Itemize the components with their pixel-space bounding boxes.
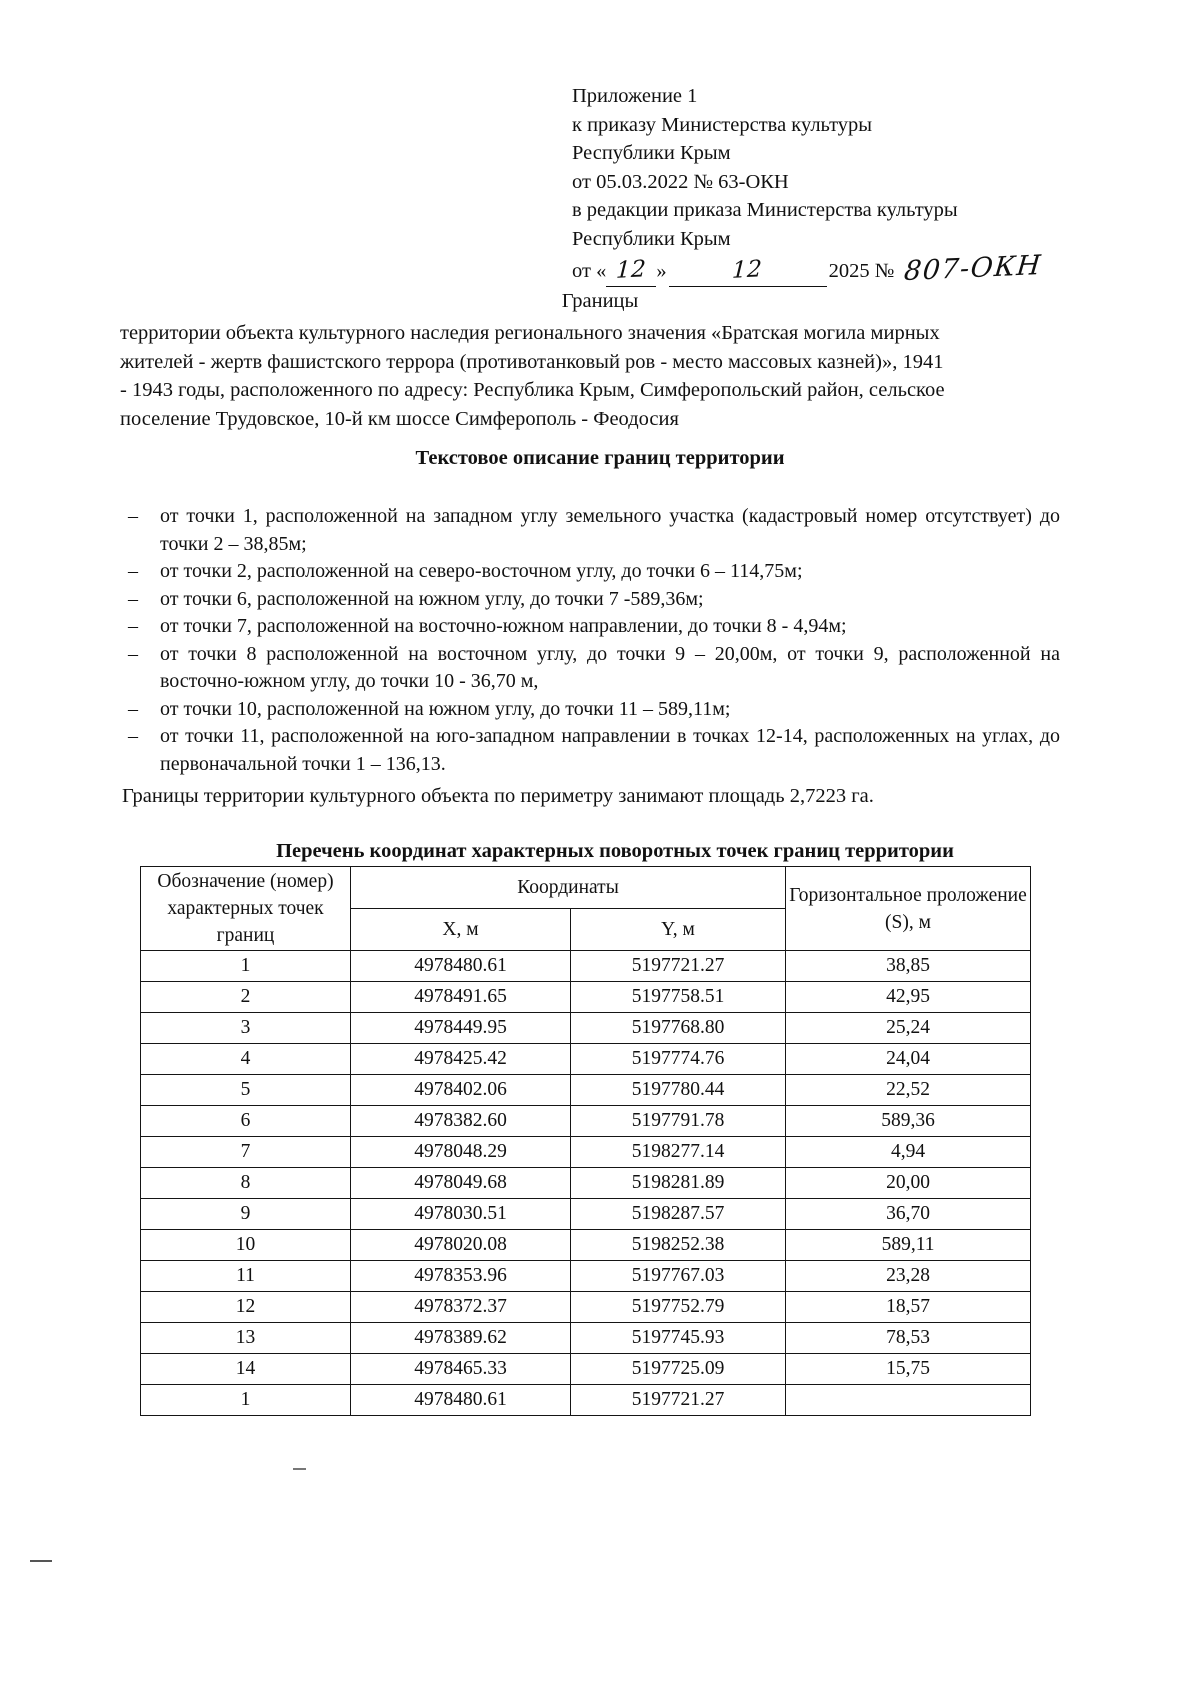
dash-icon: –: [128, 560, 138, 582]
table-row: [141, 1075, 1031, 1106]
list-item-text: от точки 8 расположенной на восточном углу, до точки 9 – 20,00м, от точки 9, расположенной на восточно-южном углу, до точки 10 - 36,70 м,: [160, 642, 1060, 692]
cell-point-number: 12: [141, 1292, 351, 1323]
cell-coordinate-x: 4978389.62: [351, 1323, 571, 1354]
cell-coordinate-y: 5197721.27: [571, 1385, 786, 1416]
appendix-line-1: Приложение 1: [572, 85, 698, 107]
boundary-description-list: [122, 503, 1060, 778]
dash-icon: –: [128, 697, 138, 720]
header-y: Y, м: [571, 909, 786, 951]
cell-horizontal-distance: 25,24: [786, 1013, 1031, 1044]
appendix-line-2: к приказу Министерства культуры: [572, 113, 873, 136]
date-year: 2025: [828, 260, 870, 282]
list-item: [122, 586, 1060, 614]
coordinates-table: [140, 866, 1031, 1416]
list-item-text: от точки 11, расположенной на юго-западном направлении в точках 12-14, расположенных на углах, до первоначальной точки 1 – 136,13.: [160, 725, 1060, 775]
cell-coordinate-y: 5197758.51: [571, 982, 786, 1013]
cell-coordinate-y: 5198287.57: [571, 1199, 786, 1230]
order-date-line: [572, 249, 1092, 288]
list-item-text: от точки 6, расположенной на южном углу, до точки 7 -589,36м;: [160, 587, 704, 610]
document-title-word: Границы: [561, 290, 639, 312]
dash-icon: –: [128, 642, 138, 665]
cell-horizontal-distance: 18,57: [786, 1292, 1031, 1323]
section-heading-text-description: Текстовое описание границ территории: [415, 447, 785, 469]
header-designation: [141, 867, 351, 951]
header-coordinates: Координаты: [351, 867, 786, 909]
table-body: [141, 951, 1031, 1416]
table-row: [141, 1385, 1031, 1416]
list-item: [122, 641, 1060, 696]
appendix-line-5: в редакции приказа Министерства культуры: [572, 199, 958, 221]
list-item: [122, 503, 1060, 558]
cell-coordinate-y: 5197767.03: [571, 1261, 786, 1292]
list-item: [122, 723, 1060, 778]
cell-coordinate-x: 4978480.61: [351, 1385, 571, 1416]
cell-coordinate-x: 4978048.29: [351, 1137, 571, 1168]
table-row: [141, 1137, 1031, 1168]
cell-point-number: 14: [141, 1354, 351, 1385]
header-horizontal-distance-label: Горизонтальное проложение (S), м: [789, 884, 1027, 933]
table-row: [141, 1168, 1031, 1199]
date-month-blank: [669, 256, 827, 287]
title-body-line-4: поселение Трудовское, 10-й км шоссе Симферополь - Феодосия: [120, 407, 679, 430]
cell-coordinate-y: 5197774.76: [571, 1044, 786, 1075]
date-day-blank: [606, 256, 656, 287]
cell-point-number: 7: [141, 1137, 351, 1168]
cell-coordinate-x: 4978480.61: [351, 951, 571, 982]
coordinates-table-caption: Перечень координат характерных поворотных точек границ территории: [276, 840, 954, 862]
cell-coordinate-x: 4978425.42: [351, 1044, 571, 1075]
cell-horizontal-distance: 4,94: [786, 1137, 1031, 1168]
cell-coordinate-x: 4978020.08: [351, 1230, 571, 1261]
table-row: [141, 1199, 1031, 1230]
cell-coordinate-x: 4978491.65: [351, 982, 571, 1013]
cell-horizontal-distance: 78,53: [786, 1323, 1031, 1354]
table-row: [141, 1013, 1031, 1044]
cell-coordinate-y: 5198252.38: [571, 1230, 786, 1261]
cell-point-number: 5: [141, 1075, 351, 1106]
cell-horizontal-distance: 15,75: [786, 1354, 1031, 1385]
header-x: X, м: [351, 909, 571, 951]
cell-coordinate-y: 5197745.93: [571, 1323, 786, 1354]
cell-point-number: 8: [141, 1168, 351, 1199]
cell-horizontal-distance: 589,36: [786, 1106, 1031, 1137]
header-horizontal-distance: [786, 867, 1031, 951]
title-body-line-1: территории объекта культурного наследия регионального значения «Братская могила мирных: [120, 322, 940, 344]
cell-horizontal-distance: 22,52: [786, 1075, 1031, 1106]
appendix-reference-block: [572, 82, 1092, 287]
cell-coordinate-y: 5197780.44: [571, 1075, 786, 1106]
cell-coordinate-y: 5197721.27: [571, 951, 786, 982]
cell-point-number: 6: [141, 1106, 351, 1137]
cell-coordinate-x: 4978030.51: [351, 1199, 571, 1230]
list-item: [122, 558, 1060, 586]
document-title-body: [120, 319, 1060, 433]
table-row: [141, 1230, 1031, 1261]
cell-point-number: 11: [141, 1261, 351, 1292]
table-header: [141, 867, 1031, 951]
date-after-day: »: [656, 260, 667, 282]
table-row: [141, 1354, 1031, 1385]
cell-horizontal-distance: 20,00: [786, 1168, 1031, 1199]
number-sign: №: [874, 260, 895, 282]
cell-point-number: 10: [141, 1230, 351, 1261]
dash-icon: –: [128, 615, 138, 637]
total-area-paragraph: Границы территории культурного объекта по периметру занимают площадь 2,7223 га.: [122, 785, 874, 807]
appendix-line-6: Республики Крым: [572, 227, 731, 250]
cell-coordinate-y: 5197768.80: [571, 1013, 786, 1044]
order-number-handwritten: 807-ОКН: [902, 249, 1044, 288]
cell-coordinate-x: 4978382.60: [351, 1106, 571, 1137]
date-month-handwritten: 12: [731, 256, 764, 284]
date-day-handwritten: 12: [615, 256, 648, 284]
cell-horizontal-distance: 42,95: [786, 982, 1031, 1013]
cell-point-number: 13: [141, 1323, 351, 1354]
cell-coordinate-y: 5198281.89: [571, 1168, 786, 1199]
dash-icon: –: [128, 587, 138, 610]
date-prefix: от «: [572, 260, 607, 282]
appendix-line-3: Республики Крым: [572, 142, 731, 164]
list-item: [122, 613, 1060, 641]
cell-horizontal-distance: 589,11: [786, 1230, 1031, 1261]
cell-horizontal-distance: 23,28: [786, 1261, 1031, 1292]
table-row: [141, 1292, 1031, 1323]
cell-coordinate-x: 4978402.06: [351, 1075, 571, 1106]
table-row: [141, 982, 1031, 1013]
list-item-text: от точки 1, расположенной на западном углу земельного участка (кадастровый номер отсутствует) до точки 2 – 38,85м;: [160, 505, 1060, 555]
table-row: [141, 951, 1031, 982]
title-body-line-2: жителей - жертв фашистского террора (противотанковый ров - место массовых казней)», 1941: [120, 350, 944, 373]
appendix-line-4: от 05.03.2022 № 63-ОКН: [572, 170, 789, 193]
cell-point-number: 3: [141, 1013, 351, 1044]
table-row: [141, 1106, 1031, 1137]
cell-coordinate-x: 4978465.33: [351, 1354, 571, 1385]
table-row: [141, 1323, 1031, 1354]
cell-point-number: 4: [141, 1044, 351, 1075]
cell-point-number: 1: [141, 951, 351, 982]
dash-icon: –: [128, 505, 138, 527]
cell-coordinate-x: 4978049.68: [351, 1168, 571, 1199]
cell-coordinate-x: 4978372.37: [351, 1292, 571, 1323]
title-body-line-3: - 1943 годы, расположенного по адресу: Республика Крым, Симферопольский район, сельское: [120, 379, 945, 401]
header-designation-label: Обозначение (номер) характерных точек границ: [157, 871, 334, 946]
dash-icon: –: [128, 725, 138, 747]
cell-coordinate-x: 4978353.96: [351, 1261, 571, 1292]
cell-horizontal-distance: 24,04: [786, 1044, 1031, 1075]
cell-horizontal-distance: 36,70: [786, 1199, 1031, 1230]
list-item: [122, 696, 1060, 724]
cell-horizontal-distance: [786, 1385, 1031, 1416]
cell-horizontal-distance: 38,85: [786, 951, 1031, 982]
cell-coordinate-y: 5197752.79: [571, 1292, 786, 1323]
cell-coordinate-x: 4978449.95: [351, 1013, 571, 1044]
cell-coordinate-y: 5197791.78: [571, 1106, 786, 1137]
table-row: [141, 1261, 1031, 1292]
list-item-text: от точки 10, расположенной на южном углу, до точки 11 – 589,11м;: [160, 697, 731, 720]
cell-point-number: 2: [141, 982, 351, 1013]
cell-coordinate-y: 5197725.09: [571, 1354, 786, 1385]
scan-artifact-mark: [30, 1560, 52, 1562]
cell-coordinate-y: 5198277.14: [571, 1137, 786, 1168]
cell-point-number: 1: [141, 1385, 351, 1416]
scan-artifact-mark: [293, 1468, 306, 1470]
list-item-text: от точки 7, расположенной на восточно-южном направлении, до точки 8 - 4,94м;: [160, 615, 847, 637]
table-row: [141, 1044, 1031, 1075]
cell-point-number: 9: [141, 1199, 351, 1230]
list-item-text: от точки 2, расположенной на северо-восточном углу, до точки 6 – 114,75м;: [160, 560, 803, 582]
table-header-row-1: [141, 867, 1031, 909]
